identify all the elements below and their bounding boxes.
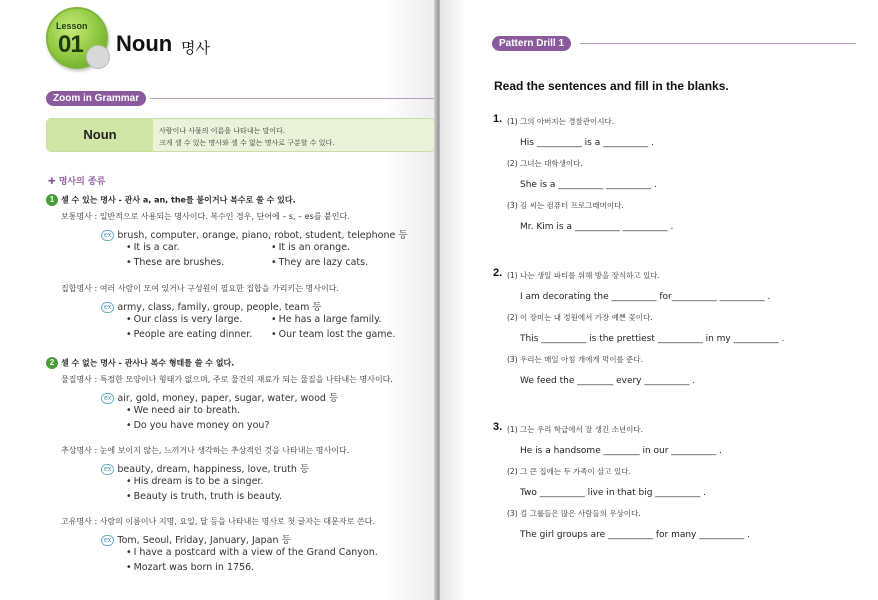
question-prompt: (2) 이 장미는 내 정원에서 가장 예쁜 꽃이다. xyxy=(507,313,653,322)
countable-heading xyxy=(46,194,296,206)
question-prompt: (1) 나는 생일 파티를 위해 방을 장식하고 있다. xyxy=(507,271,660,280)
question-prompt: (1) 그는 우리 학급에서 잘 생긴 소년이다. xyxy=(507,425,643,434)
fill-in-sentence: His __________ is a __________ . xyxy=(520,138,654,148)
example-icon: ex xyxy=(101,302,114,313)
question-number: 1. xyxy=(493,113,503,125)
number-one-icon: 1 xyxy=(46,194,58,206)
lesson-word: Lesson xyxy=(56,21,88,31)
example-sentence: • It is an orange. xyxy=(271,242,350,253)
question-number: 3. xyxy=(493,421,503,433)
fill-in-sentence: We feed the ________ every __________ . xyxy=(520,376,696,386)
definition-line-2: 크게 셀 수 있는 명사와 셀 수 없는 명사로 구분할 수 있다. xyxy=(159,139,335,147)
pattern-drill-tag: Pattern Drill 1 xyxy=(492,36,571,51)
common-noun-examples xyxy=(101,227,408,241)
lesson-title-korean: 명사 xyxy=(181,39,210,57)
example-sentence: • He has a large family. xyxy=(271,314,381,325)
number-two-icon: 2 xyxy=(46,357,58,369)
left-page xyxy=(0,0,436,600)
uncountable-heading-text: 셀 수 없는 명사 - 관사나 복수 형태를 쓸 수 없다. xyxy=(61,358,235,368)
question-prompt: (2) 그녀는 대학생이다. xyxy=(507,159,583,168)
example-sentence: • Mozart was born in 1756. xyxy=(126,562,254,573)
abstract-noun-desc: 추상명사 : 눈에 보이지 않는, 느끼거나 생각하는 추상적인 것을 나타내는 명사이다. xyxy=(61,446,350,455)
definition-label: Noun xyxy=(47,119,153,151)
question-prompt: (1) 그의 아버지는 경찰관이시다. xyxy=(507,117,615,126)
plus-icon: ✚ xyxy=(48,177,56,187)
example-sentence: • I have a postcard with a view of the Grand Canyon. xyxy=(126,547,378,558)
lesson-badge xyxy=(46,7,108,69)
abstract-noun-examples-text: beauty, dream, happiness, love, truth 등 xyxy=(117,464,310,475)
example-sentence: • Our class is very large. xyxy=(126,314,242,325)
fill-in-sentence: Mr. Kim is a __________ __________ . xyxy=(520,222,674,232)
example-sentence: • His dream is to be a singer. xyxy=(126,476,263,487)
question-prompt: (2) 그 큰 집에는 두 가족이 살고 있다. xyxy=(507,467,631,476)
uncountable-heading xyxy=(46,357,234,369)
example-sentence: • Our team lost the game. xyxy=(271,329,395,340)
definition-box xyxy=(46,118,435,152)
lesson-title: Noun xyxy=(116,31,173,56)
section-divider xyxy=(580,43,856,44)
abstract-noun-examples xyxy=(101,461,309,475)
example-sentence: • We need air to breath. xyxy=(126,405,240,416)
material-noun-desc: 물질명사 : 특정한 모양이나 형태가 없으며, 주로 물건의 재료가 되는 물질을 나타내는 명사이다. xyxy=(61,375,393,384)
example-sentence: • Do you have money on you? xyxy=(126,420,270,431)
proper-noun-examples xyxy=(101,532,291,546)
question-number: 2. xyxy=(493,267,503,279)
countable-heading-text: 셀 수 있는 명사 - 관사 a, an, the를 붙이거나 복수로 쓸 수 있다. xyxy=(61,195,296,205)
noun-types-heading xyxy=(48,174,105,187)
question-prompt: (3) 걸 그룹들은 많은 사람들의 우상이다. xyxy=(507,509,641,518)
proper-noun-examples-text: Tom, Seoul, Friday, January, Japan 등 xyxy=(117,535,291,546)
example-sentence: • They are lazy cats. xyxy=(271,257,368,268)
fill-in-sentence: I am decorating the __________ for__________ __________ . xyxy=(520,292,771,302)
example-icon: ex xyxy=(101,535,114,546)
collective-noun-examples-text: army, class, family, group, people, team 등 xyxy=(117,302,322,313)
material-noun-examples xyxy=(101,390,338,404)
example-sentence: • It is a car. xyxy=(126,242,180,253)
drill-instruction: Read the sentences and fill in the blanks. xyxy=(494,79,729,93)
lesson-number: 01 xyxy=(58,31,83,58)
common-noun-examples-text: brush, computer, orange, piano, robot, student, telephone 등 xyxy=(117,230,408,241)
definition-line-1: 사람이나 사물의 이름을 나타내는 말이다. xyxy=(159,127,286,135)
fill-in-sentence: Two __________ live in that big __________ . xyxy=(520,488,707,498)
example-sentence: • Beauty is truth, truth is beauty. xyxy=(126,491,282,502)
example-sentence: • These are brushes. xyxy=(126,257,224,268)
noun-types-heading-text: 명사의 종류 xyxy=(58,177,106,187)
fill-in-sentence: This __________ is the prettiest __________ in my __________ . xyxy=(520,334,785,344)
right-page xyxy=(440,0,878,600)
example-icon: ex xyxy=(101,230,114,241)
zoom-in-grammar-tag: Zoom in Grammar xyxy=(46,91,146,106)
collective-noun-examples xyxy=(101,299,322,313)
fill-in-sentence: He is a handsome ________ in our __________ . xyxy=(520,446,723,456)
question-prompt: (3) 김 씨는 컴퓨터 프로그래머이다. xyxy=(507,201,624,210)
section-divider xyxy=(150,98,436,99)
fill-in-sentence: The girl groups are __________ for many __________ . xyxy=(520,530,750,540)
example-icon: ex xyxy=(101,464,114,475)
proper-noun-desc: 고유명사 : 사람의 이름이나 지명, 요일, 달 등을 나타내는 명사로 첫 글자는 대문자로 쓴다. xyxy=(61,517,375,526)
question-prompt: (3) 우리는 매일 아침 개에게 먹이를 준다. xyxy=(507,355,643,364)
collective-noun-desc: 집합명사 : 여러 사람이 모여 있거나 구성원이 필요한 집합을 가리키는 명사이다. xyxy=(61,284,339,293)
example-icon: ex xyxy=(101,393,114,404)
example-sentence: • People are eating dinner. xyxy=(126,329,252,340)
material-noun-examples-text: air, gold, money, paper, sugar, water, wood 등 xyxy=(117,393,339,404)
fill-in-sentence: She is a __________ __________ . xyxy=(520,180,657,190)
common-noun-desc: 보통명사 : 일반적으로 사용되는 명사이다. 복수인 경우, 단어에 – s, – es를 붙인다. xyxy=(61,212,350,221)
